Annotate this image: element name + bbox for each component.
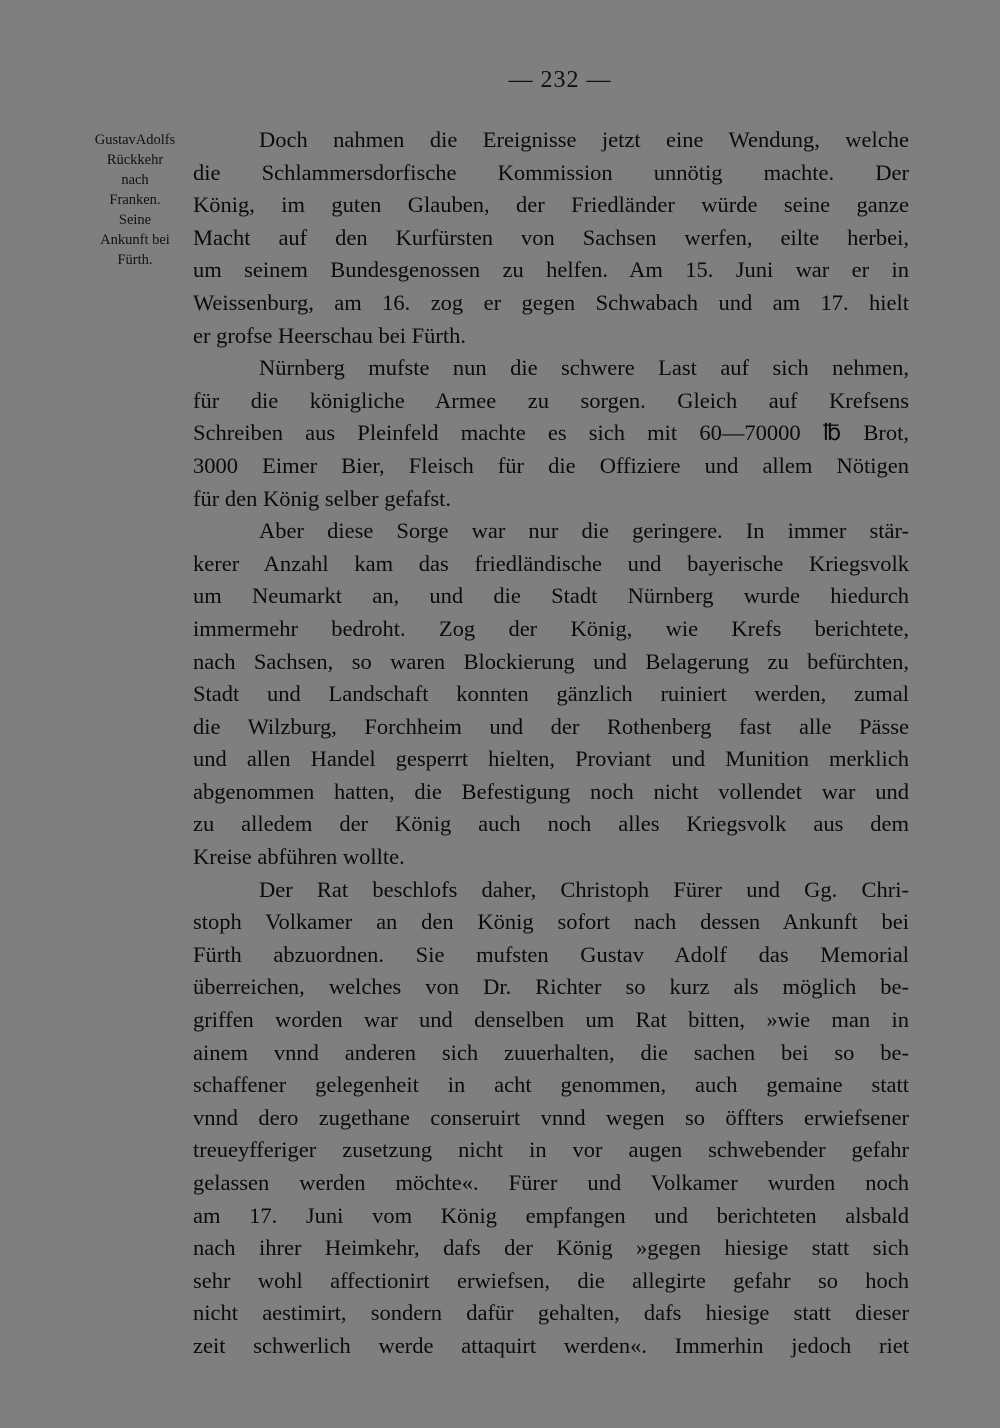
text-line: zeit schwerlich werde attaquirt werden«. Immerhin jedoch riet <box>193 1332 909 1358</box>
text-line: um Neumarkt an, und die Stadt Nürnberg wurde hiedurch <box>193 583 909 609</box>
text-line: Doch nahmen die Ereignisse jetzt eine Wendung, welche <box>259 127 909 152</box>
text-line: Weissenburg, am 16. zog er gegen Schwabach und am 17. hielt <box>193 289 909 315</box>
text-line: Kreise abführen wollte. <box>193 844 405 870</box>
text-line: nicht aestimirt, sondern dafür gehalten, dafs hiesige statt dieser <box>193 1300 909 1326</box>
margin-note-line: GustavAdolfs <box>94 132 176 148</box>
text-line: Fürth abzuordnen. Sie mufsten Gustav Adolf das Memorial <box>193 941 909 967</box>
text-line: die Schlammersdorfische Kommission unnötig machte. Der <box>193 159 909 185</box>
text-line: Schreiben aus Pleinfeld machte es sich mit 60—70000 ℔ Brot, <box>193 420 909 446</box>
text-line: immermehr bedroht. Zog der König, wie Krefs berichtete, <box>193 615 909 641</box>
body-text <box>193 124 909 1363</box>
text-line: ainem vnnd anderen sich zuuerhalten, die sachen bei so be- <box>193 1039 909 1065</box>
text-line: griffen worden war und denselben um Rat bitten, »wie man in <box>193 1007 909 1033</box>
margin-note-line: Rückkehr <box>106 152 164 168</box>
text-line: vnnd dero zugethane conseruirt vnnd wegen so öffters erwiefsener <box>193 1104 909 1130</box>
paragraph <box>193 124 909 352</box>
margin-note-line: Franken. <box>109 192 161 208</box>
text-line: Stadt und Landschaft konnten gänzlich ruiniert werden, zumal <box>193 681 909 707</box>
margin-note-line: Seine <box>118 212 152 228</box>
text-line: Macht auf den Kurfürsten von Sachsen werfen, eilte herbei, <box>193 224 909 250</box>
text-line: und allen Handel gesperrt hielten, Proviant und Munition merklich <box>193 746 909 772</box>
text-line: 3000 Eimer Bier, Fleisch für die Offiziere und allem Nötigen <box>193 452 909 478</box>
paragraph <box>193 874 909 1363</box>
text-line: am 17. Juni vom König empfangen und berichteten alsbald <box>193 1202 909 1228</box>
text-line: König, im guten Glauben, der Friedländer würde seine ganze <box>193 192 909 218</box>
text-line: für den König selber gefafst. <box>193 485 452 511</box>
text-line: für die königliche Armee zu sorgen. Gleich auf Krefsens <box>193 387 909 413</box>
text-line: kerer Anzahl kam das friedländische und bayerische Kriegsvolk <box>193 550 909 576</box>
margin-note-line: Fürth. <box>117 252 153 268</box>
page-number: — 232 — <box>508 67 612 93</box>
text-line: sehr wohl affectionirt erwiefsen, die allegirte gefahr so hoch <box>193 1267 909 1293</box>
text-line: überreichen, welches von Dr. Richter so kurz als möglich be- <box>193 974 909 1000</box>
text-line: er grofse Heerschau bei Fürth. <box>193 322 467 348</box>
text-line: zu alledem der König auch noch alles Kriegsvolk aus dem <box>193 811 909 837</box>
text-line: treueyfferiger zusetzung nicht in vor augen schwebender gefahr <box>193 1137 909 1163</box>
text-line: Aber diese Sorge war nur die geringere. In immer stär- <box>259 518 909 544</box>
paragraph <box>193 515 909 874</box>
margin-note-line: nach <box>121 172 149 188</box>
text-line: Nürnberg mufste nun die schwere Last auf sich nehmen, <box>259 355 909 381</box>
text-line: die Wilzburg, Forchheim und der Rothenberg fast alle Pässe <box>193 713 909 739</box>
text-line: gelassen werden möchte«. Fürer und Volkamer wurden noch <box>193 1170 909 1195</box>
text-line: nach Sachsen, so waren Blockierung und Belagerung zu befürchten, <box>193 648 909 674</box>
text-line: Der Rat beschlofs daher, Christoph Fürer und Gg. Chri- <box>259 876 909 902</box>
paragraph <box>193 352 909 515</box>
text-line: abgenommen hatten, die Befestigung noch nicht vollendet war und <box>193 778 909 804</box>
text-line: stoph Volkamer an den König sofort nach dessen Ankunft bei <box>193 909 909 935</box>
text-line: schaffener gelegenheit in acht genommen, auch gemaine statt <box>193 1072 909 1098</box>
margin-note-line: Ankunft bei <box>100 232 170 248</box>
margin-note <box>80 130 190 270</box>
text-line: nach ihrer Heimkehr, dafs der König »gegen hiesige statt sich <box>193 1235 909 1261</box>
text-line: um seinem Bundesgenossen zu helfen. Am 15. Juni war er in <box>193 257 909 283</box>
